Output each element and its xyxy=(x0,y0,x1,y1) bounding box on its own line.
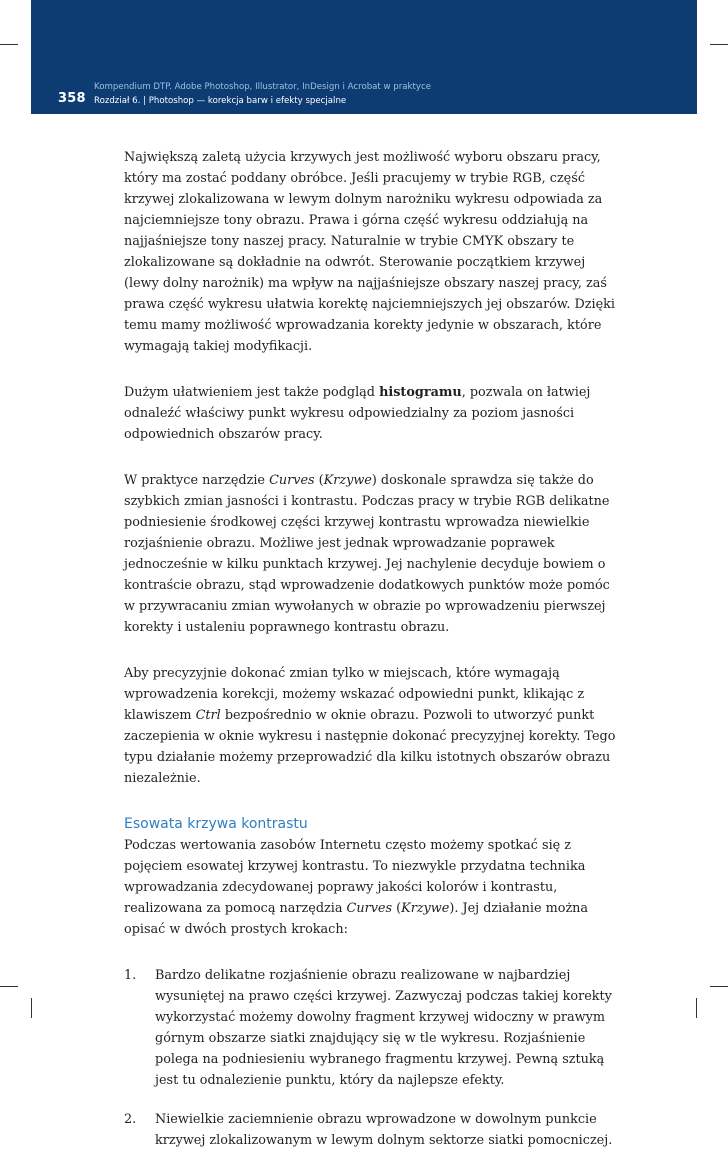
italic-term: Curves xyxy=(269,473,315,488)
paragraph xyxy=(124,470,624,638)
numbered-list xyxy=(124,965,624,1151)
italic-term: Ctrl xyxy=(195,708,221,723)
crop-mark xyxy=(696,998,697,1018)
bold-term: histogramu xyxy=(379,385,462,400)
list-text: Niewielkie zaciemnienie obrazu wprowadzone w dowolnym punkcie krzywej zlokalizowanym w lewym dolnym sektorze siatki pomocniczej. xyxy=(155,1112,613,1148)
text-run: , pozwala on łatwiej odnaleźć właściwy punkt wykresu odpowiedzialny za poziom jasności odpowiednich obszarów pracy. xyxy=(124,385,591,442)
paragraph xyxy=(124,835,624,940)
crop-mark xyxy=(710,986,728,987)
text-run: Dużym ułatwieniem jest także podgląd xyxy=(124,385,380,400)
list-item xyxy=(124,1109,624,1151)
list-item xyxy=(124,965,624,1091)
page-number: 358 xyxy=(58,91,86,106)
text-run: Aby precyzyjnie dokonać zmian tylko w miejscach, które wymagają wprowadzenia korekcji, możemy wskazać odpowiedni punkt, klikając z klawiszem xyxy=(124,666,585,723)
crop-mark xyxy=(710,44,728,45)
book-title: Kompendium DTP. Adobe Photoshop, Illustrator, InDesign i Acrobat w praktyce xyxy=(94,82,431,92)
body-text xyxy=(124,147,624,1169)
list-number: 2. xyxy=(124,1112,137,1127)
text-run: bezpośrednio w oknie obrazu. Pozwoli to utworzyć punkt zaczepienia w oknie wykresu i następnie dokonać precyzyjnej korekty. Tego typu działanie możemy przeprowadzić dla kilku istotnych obszarów obrazu niezależnie. xyxy=(124,708,616,786)
text-run: ( xyxy=(392,901,402,916)
list-number: 1. xyxy=(124,968,137,983)
crop-mark xyxy=(31,998,32,1018)
text-run: ( xyxy=(314,473,324,488)
paragraph xyxy=(124,663,624,789)
text-run: W praktyce narzędzie xyxy=(124,473,270,488)
text-run: ) doskonale sprawdza się także do szybkich zmian jasności i kontrastu. Podczas pracy w trybie RGB delikatne podniesienie środkowej części krzywej kontrastu wprowadza niewielkie rozjaśnienie obrazu. Możliwe jest jednak wprowadzanie poprawek jednocześnie w kilku punktach krzywej. Jej nachylenie decyduje bowiem o kontraście obrazu, stąd wprowadzenie dodatkowych punktów może pomóc w przywracaniu zmian wywołanych w obrazie po wprowadzeniu pierwszej korekty i ustaleniu poprawnego kontrastu obrazu. xyxy=(124,473,610,635)
chapter-title: Rozdział 6. | Photoshop — korekcja barw i efekty specjalne xyxy=(94,96,347,106)
text-run: ). Jej działanie można opisać w dwóch prostych krokach: xyxy=(124,901,589,937)
section-heading: Esowata krzywa kontrastu xyxy=(124,816,308,832)
list-text: Bardzo delikatne rozjaśnienie obrazu realizowane w najbardziej wysuniętej na prawo części krzywej. Zazwyczaj podczas takiej korekty wykorzystać możemy dowolny fragment krzywej widoczny w prawym górnym obszarze siatki znajdujący się w tle wykresu. Rozjaśnienie polega na podniesieniu wybranego fragmentu krzywej. Pewną sztuką jest tu odnalezienie punktu, który da najlepsze efekty. xyxy=(155,968,612,1088)
italic-term: Curves xyxy=(346,901,393,916)
crop-mark xyxy=(0,986,18,987)
crop-mark xyxy=(0,44,18,45)
italic-term: Krzywe xyxy=(401,901,450,916)
italic-term: Krzywe xyxy=(323,473,372,488)
paragraph xyxy=(124,382,624,445)
text-run: Podczas wertowania zasobów Internetu często możemy spotkać się z pojęciem esowatej krzywej kontrastu. To niezwykle przydatna technika wprowadzania zdecydowanej poprawy jakości kolorów i kontrastu, realizowana za pomocą narzędzia xyxy=(124,838,586,916)
paragraph: Największą zaletą użycia krzywych jest możliwość wyboru obszaru pracy, który ma zostać poddany obróbce. Jeśli pracujemy w trybie RGB, część krzywej zlokalizowana w lewym dolnym narożniku wykresu odpowiada za najciemniejsze tony obrazu. Prawa i górna część wykresu oddziałują na najjaśniejsze tony naszej pracy. Naturalnie w trybie CMYK obszary te zlokalizowane są dokładnie na odwrót. Sterowanie początkiem krzywej (lewy dolny narożnik) ma wpływ na najjaśniejsze obszary naszej pracy, zaś prawa część wykresu ułatwia korektę najciemniejszych jej obszarów. Dzięki temu mamy możliwość wprowadzania korekty jedynie w obszarach, które wymagają takiej modyfikacji. xyxy=(124,150,615,354)
